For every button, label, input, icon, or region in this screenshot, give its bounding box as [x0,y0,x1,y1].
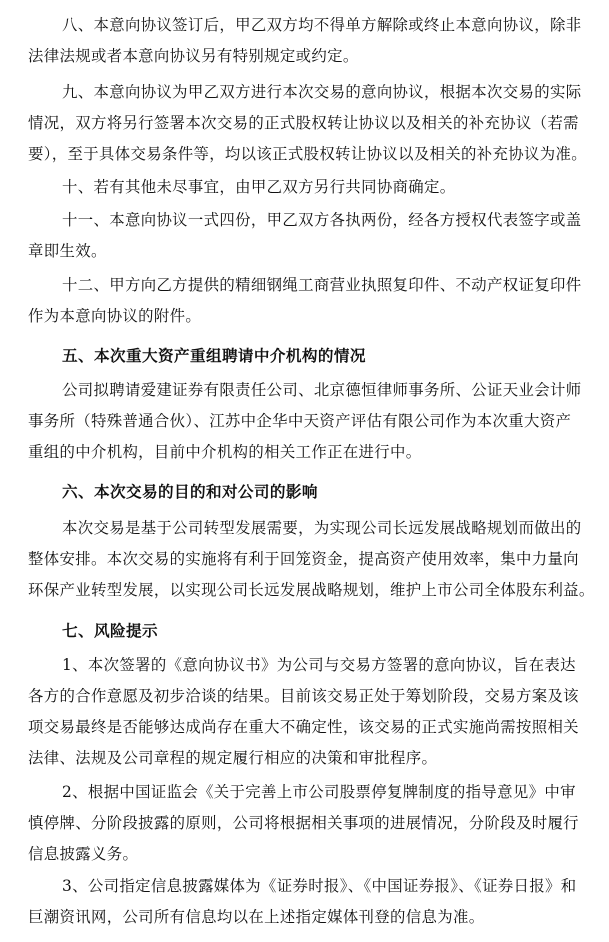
paragraph-11-line-2: 章即生效。 [28,242,107,260]
risk-3-line-2: 巨潮资讯网，公司所有信息均以在上述指定媒体刊登的信息为准。 [28,908,485,926]
paragraph-10-line-1: 十、若有其他未尽事宜，由甲乙双方另行共同协商确定。 [62,178,456,196]
risk-1-line-3: 项交易最终是否能够达成尚存在重大不确定性，该交易的正式实施尚需按照相关 [28,718,579,736]
risk-2-line-2: 慎停牌、分阶段披露的原则，公司将根据相关事项的进展情况，分阶段及时履行 [28,814,579,832]
section-7-heading: 七、风险提示 [62,622,158,640]
paragraph-9-line-3: 要），至于具体交易条件等，均以该正式股权转让协议以及相关的补充协议为准。 [28,145,587,163]
risk-1-line-2: 各方的合作意愿及初步洽谈的结果。目前该交易正处于筹划阶段，交易方案及该 [28,687,579,705]
paragraph-12-line-2: 作为本意向协议的附件。 [28,307,202,325]
section-6-line-3: 环保产业转型发展，以实现公司长远发展战略规划，维护上市公司全体股东利益。 [28,581,595,599]
risk-1-line-4: 法律、法规及公司章程的规定履行相应的决策和审批程序。 [28,749,438,767]
paragraph-8-line-2: 法律法规或者本意向协议另有特别规定或约定。 [28,47,359,65]
risk-1-line-1: 1、本次签署的《意向协议书》为公司与交易方签署的意向协议，旨在表达 [62,656,576,674]
paragraph-12-line-1: 十二、甲方向乙方提供的精细钢绳工商营业执照复印件、不动产权证复印件 [62,276,582,294]
risk-2-line-1: 2、根据中国证监会《关于完善上市公司股票停复牌制度的指导意见》中审 [62,783,576,801]
section-5-line-1: 公司拟聘请爱建证券有限责任公司、北京德恒律师事务所、公证天业会计师 [62,381,582,399]
section-6-heading: 六、本次交易的目的和对公司的影响 [62,483,318,501]
risk-2-line-3: 信息披露义务。 [28,845,139,863]
paragraph-9-line-2: 情况，双方将另行签署本次交易的正式股权转让协议以及相关的补充协议（若需 [28,114,579,132]
paragraph-11-line-1: 十一、本意向协议一式四份，甲乙双方各执两份，经各方授权代表签字或盖 [62,211,582,229]
section-6-line-1: 本次交易是基于公司转型发展需要，为实现公司长远发展战略规划而做出的 [62,519,582,537]
risk-3-line-1: 3、公司指定信息披露媒体为《证券时报》、《中国证券报》、《证券日报》和 [62,877,577,895]
section-5-heading: 五、本次重大资产重组聘请中介机构的情况 [62,347,366,365]
paragraph-8-line-1: 八、本意向协议签订后，甲乙双方均不得单方解除或终止本意向协议，除非 [62,16,582,34]
section-5-line-2: 事务所（特殊普通合伙）、江苏中企华中天资产评估有限公司作为本次重大资产 [28,412,572,430]
paragraph-9-line-1: 九、本意向协议为甲乙双方进行本次交易的意向协议，根据本次交易的实际 [62,83,582,101]
section-5-line-3: 重组的中介机构，目前中介机构的相关工作正在进行中。 [28,443,422,461]
section-6-line-2: 整体安排。本次交易的实施将有利于回笼资金，提高资产使用效率，集中力量向 [28,550,579,568]
